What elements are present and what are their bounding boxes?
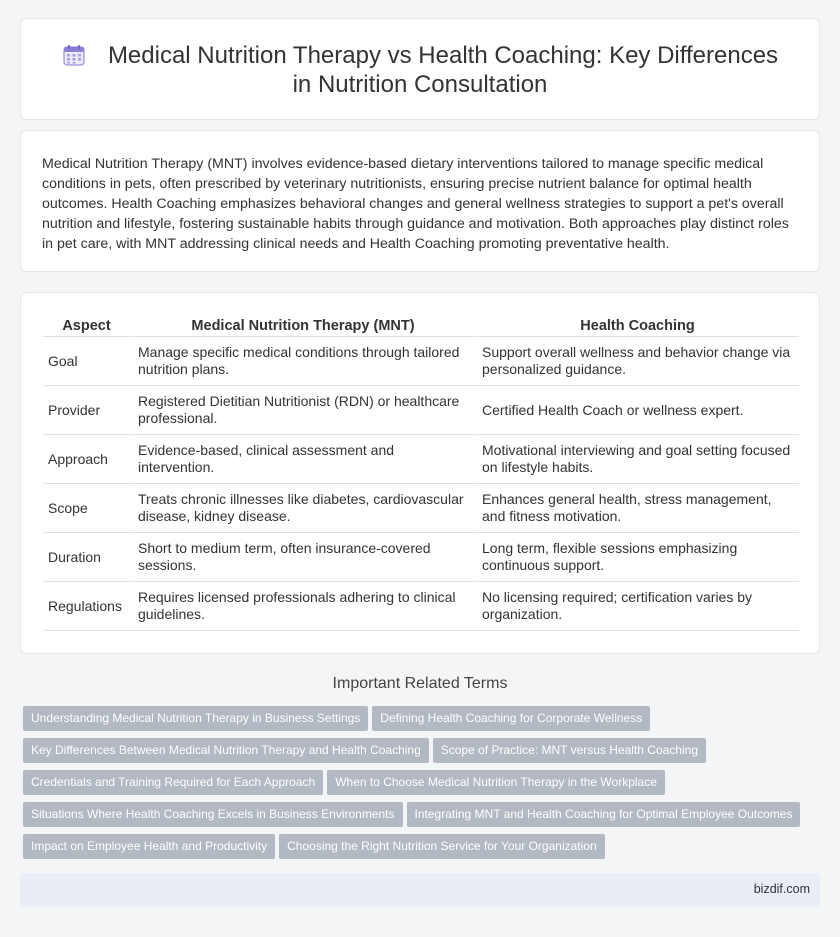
row-coaching-cell: Certified Health Coach or wellness expert.: [474, 386, 799, 435]
table-row: [43, 484, 799, 533]
row-aspect: Regulations: [43, 582, 130, 631]
header-health-coaching: Health Coaching: [474, 315, 799, 337]
table-row: [43, 386, 799, 435]
intro-card: [20, 130, 820, 272]
tag-row: [23, 834, 823, 866]
related-term-tag[interactable]: Impact on Employee Health and Productivity: [23, 834, 275, 859]
row-coaching-cell: Long term, flexible sessions emphasizing continuous support.: [474, 533, 799, 582]
related-term-tag[interactable]: Credentials and Training Required for Each Approach: [23, 770, 323, 795]
related-term-tag[interactable]: When to Choose Medical Nutrition Therapy in the Workplace: [327, 770, 665, 795]
row-mnt-cell: Registered Dietitian Nutritionist (RDN) or healthcare professional.: [130, 386, 474, 435]
tag-row: [23, 706, 823, 738]
tag-row: [23, 802, 823, 834]
comparison-table: [43, 315, 799, 631]
table-header-row: [43, 315, 799, 337]
intro-paragraph: Medical Nutrition Therapy (MNT) involves evidence-based dietary interventions tailored to manage specific medical conditions in pets, often prescribed by veterinary nutritionists, ensuring precise nutrient balance for optimal health outcomes. Health Coaching emphasizes behavioral changes and general wellness strategies to support a pet's overall nutrition and lifestyle, fostering sustainable habits through guidance and motivation. Both approaches play distinct roles in pet care, with MNT addressing clinical needs and Health Coaching promoting preventative health.: [42, 156, 789, 252]
row-coaching-cell: Support overall wellness and behavior change via personalized guidance.: [474, 337, 799, 386]
row-mnt-cell: Treats chronic illnesses like diabetes, cardiovascular disease, kidney disease.: [130, 484, 474, 533]
row-aspect: Duration: [43, 533, 130, 582]
row-coaching-cell: Motivational interviewing and goal setting focused on lifestyle habits.: [474, 435, 799, 484]
header-mnt: Medical Nutrition Therapy (MNT): [130, 315, 474, 337]
tag-row: [23, 738, 823, 770]
related-term-tag[interactable]: Defining Health Coaching for Corporate Wellness: [372, 706, 650, 731]
related-term-tag[interactable]: Understanding Medical Nutrition Therapy in Business Settings: [23, 706, 368, 731]
related-term-tag[interactable]: Integrating MNT and Health Coaching for Optimal Employee Outcomes: [407, 802, 801, 827]
tag-row: [23, 770, 823, 802]
table-row: [43, 435, 799, 484]
table-row: [43, 533, 799, 582]
page-title-text: Medical Nutrition Therapy vs Health Coaching: Key Differences in Nutrition Consultation: [107, 42, 779, 98]
comparison-card: [20, 292, 820, 654]
header-card: [20, 18, 820, 120]
row-mnt-cell: Short to medium term, often insurance-covered sessions.: [130, 533, 474, 582]
row-aspect: Goal: [43, 337, 130, 386]
header: [21, 41, 819, 99]
header-aspect: Aspect: [43, 315, 130, 337]
related-terms-title: Important Related Terms: [332, 675, 508, 692]
table-row: [43, 337, 799, 386]
related-term-tag[interactable]: Choosing the Right Nutrition Service for Your Organization: [279, 834, 605, 859]
row-mnt-cell: Manage specific medical conditions through tailored nutrition plans.: [130, 337, 474, 386]
related-terms-list: [23, 706, 823, 866]
site-name[interactable]: bizdif.com: [753, 882, 810, 896]
related-term-tag[interactable]: Situations Where Health Coaching Excels in Business Environments: [23, 802, 403, 827]
row-aspect: Provider: [43, 386, 130, 435]
row-aspect: Approach: [43, 435, 130, 484]
row-coaching-cell: Enhances general health, stress management, and fitness motivation.: [474, 484, 799, 533]
row-mnt-cell: Requires licensed professionals adhering to clinical guidelines.: [130, 582, 474, 631]
table-row: [43, 582, 799, 631]
row-aspect: Scope: [43, 484, 130, 533]
row-coaching-cell: No licensing required; certification varies by organization.: [474, 582, 799, 631]
row-mnt-cell: Evidence-based, clinical assessment and intervention.: [130, 435, 474, 484]
page-title: [21, 41, 819, 99]
footer: [20, 873, 820, 906]
related-term-tag[interactable]: Key Differences Between Medical Nutrition Therapy and Health Coaching: [23, 738, 429, 763]
related-term-tag[interactable]: Scope of Practice: MNT versus Health Coaching: [433, 738, 706, 763]
calendar-icon: [62, 43, 86, 67]
